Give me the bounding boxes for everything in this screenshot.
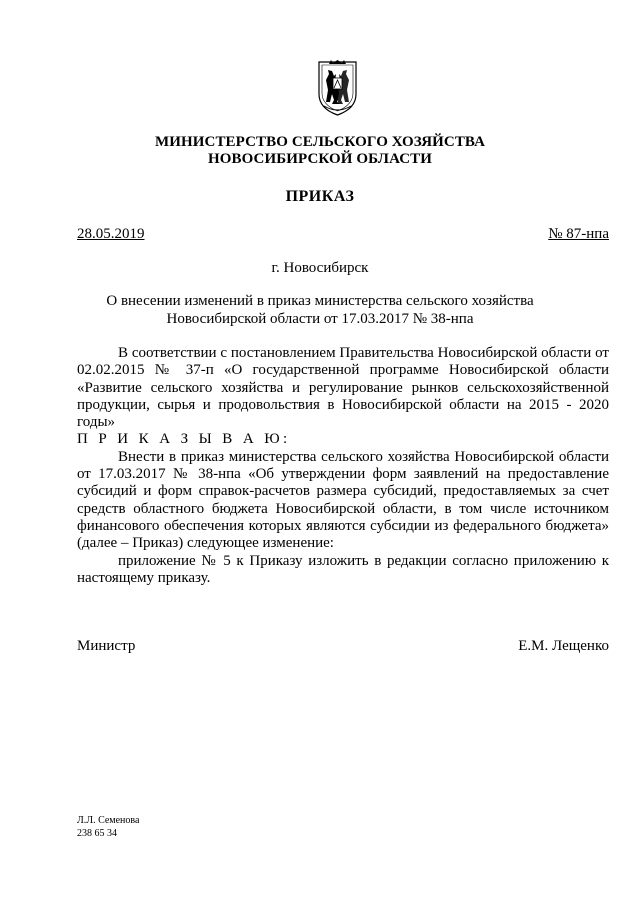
document-type-title: ПРИКАЗ — [285, 188, 355, 205]
ministry-name-line2: НОВОСИБИРСКОЙ ОБЛАСТИ — [207, 151, 433, 167]
signatory-name: Е.М. Лещенко — [518, 638, 609, 654]
body-paragraph-basis: В соответствии с постановлением Правительства Новосибирской области от 02.02.2015 № 37-п «О государственной программе Новосибирской области «Развитие сельского хозяйства и регулирование рынков сельскохозяйственной продукции, сырья и продовольствия в Новосибирской области на 2015 - 2020 годы» — [77, 345, 609, 431]
signatory-title: Министр — [77, 638, 136, 654]
executor-phone: 238 65 34 — [77, 828, 117, 839]
body-paragraph-change: приложение № 5 к Приказу изложить в редакции согласно приложению к настоящему приказу. — [77, 552, 609, 586]
executor-info — [77, 814, 139, 840]
body-order-word: П Р И К А З Ы В А Ю: — [77, 431, 291, 448]
body-paragraph-amend: Внести в приказ министерства сельского хозяйства Новосибирской области от 17.03.2017 № 38-нпа «Об утверждении форм заявлений на предоставление субсидий и форм справок-расчетов размера субсидий, предоставляемых за счет средств областного бюджета Новосибирской области, в том числе источником финансового обеспечения которых являются субсидии из федерального бюджета» (далее – Приказ) следующее изменение: — [77, 448, 609, 552]
document-date: 28.05.2019 — [77, 226, 145, 242]
ministry-name — [0, 134, 640, 168]
document-body — [77, 345, 609, 587]
document-subject — [0, 292, 640, 328]
coat-of-arms-emblem — [316, 60, 359, 116]
document-number: № 87-нпа — [548, 226, 609, 242]
subject-line1: О внесении изменений в приказ министерства сельского хозяйства — [106, 293, 534, 309]
document-city: г. Новосибирск — [271, 260, 369, 276]
subject-line2: Новосибирской области от 17.03.2017 № 38-нпа — [166, 311, 474, 327]
executor-name: Л.Л. Семенова — [77, 815, 140, 826]
ministry-name-line1: МИНИСТЕРСТВО СЕЛЬСКОГО ХОЗЯЙСТВА — [154, 134, 486, 150]
